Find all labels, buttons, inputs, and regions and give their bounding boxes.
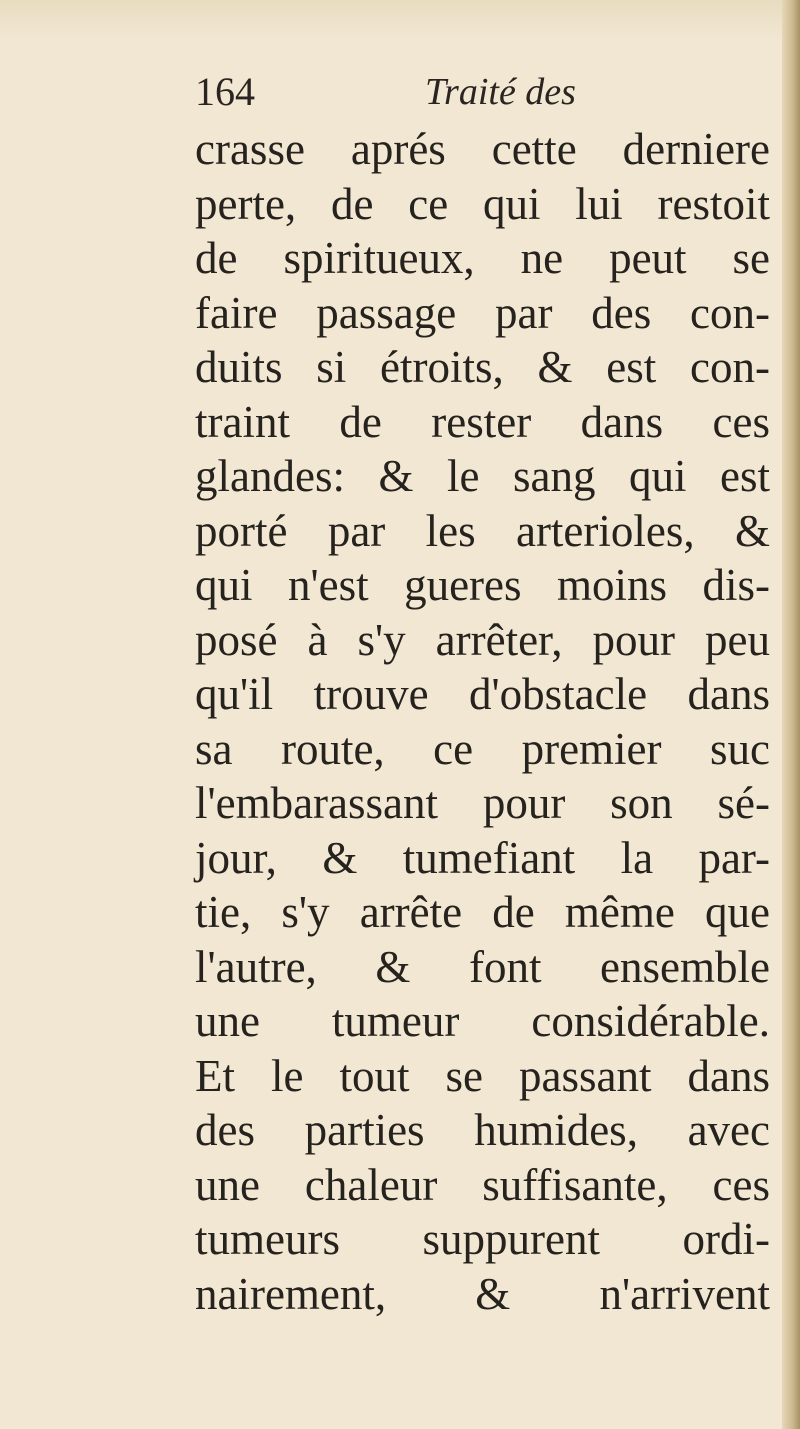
text-line: qui n'est gueres moins dis-: [195, 560, 770, 610]
text-line: sa route, ce premier suc: [195, 723, 770, 774]
text-line: qu'il trouve d'obstacle dans: [195, 669, 770, 719]
text-line: crasse aprés cette derniere: [195, 124, 770, 174]
text-line: tumeurs suppurent ordi-: [195, 1214, 770, 1264]
text-line: des parties humides, avec: [195, 1105, 770, 1155]
text-line: une tumeur considérable.: [195, 996, 770, 1046]
text-line: porté par les arterioles, &: [195, 505, 770, 556]
text-line: glandes: & le sang qui est: [195, 451, 770, 501]
page-number: 164: [195, 69, 255, 114]
text-line: nairement, & n'arrivent: [195, 1268, 770, 1319]
page-edge: [782, 0, 800, 1429]
text-line: posé à s'y arrêter, pour peu: [195, 614, 770, 665]
text-line: perte, de ce qui lui restoit: [195, 178, 770, 229]
running-title: Traité des: [425, 71, 576, 113]
text-line: l'embarassant pour son sé-: [195, 778, 770, 828]
page-header: [195, 62, 695, 122]
body-text: [195, 122, 770, 1321]
text-line: de spiritueux, ne peut se: [195, 233, 770, 283]
text-line: duits si étroits, & est con-: [195, 342, 770, 392]
text-line: jour, & tumefiant la par-: [195, 832, 770, 883]
page-top-shading: [0, 0, 800, 40]
text-line: traint de rester dans ces: [195, 396, 770, 447]
text-line: l'autre, & font ensemble: [195, 941, 770, 992]
text-line: tie, s'y arrête de même que: [195, 887, 770, 937]
text-line: une chaleur suffisante, ces: [195, 1159, 770, 1210]
text-line: faire passage par des con-: [195, 287, 770, 338]
text-line: Et le tout se passant dans: [195, 1050, 770, 1101]
